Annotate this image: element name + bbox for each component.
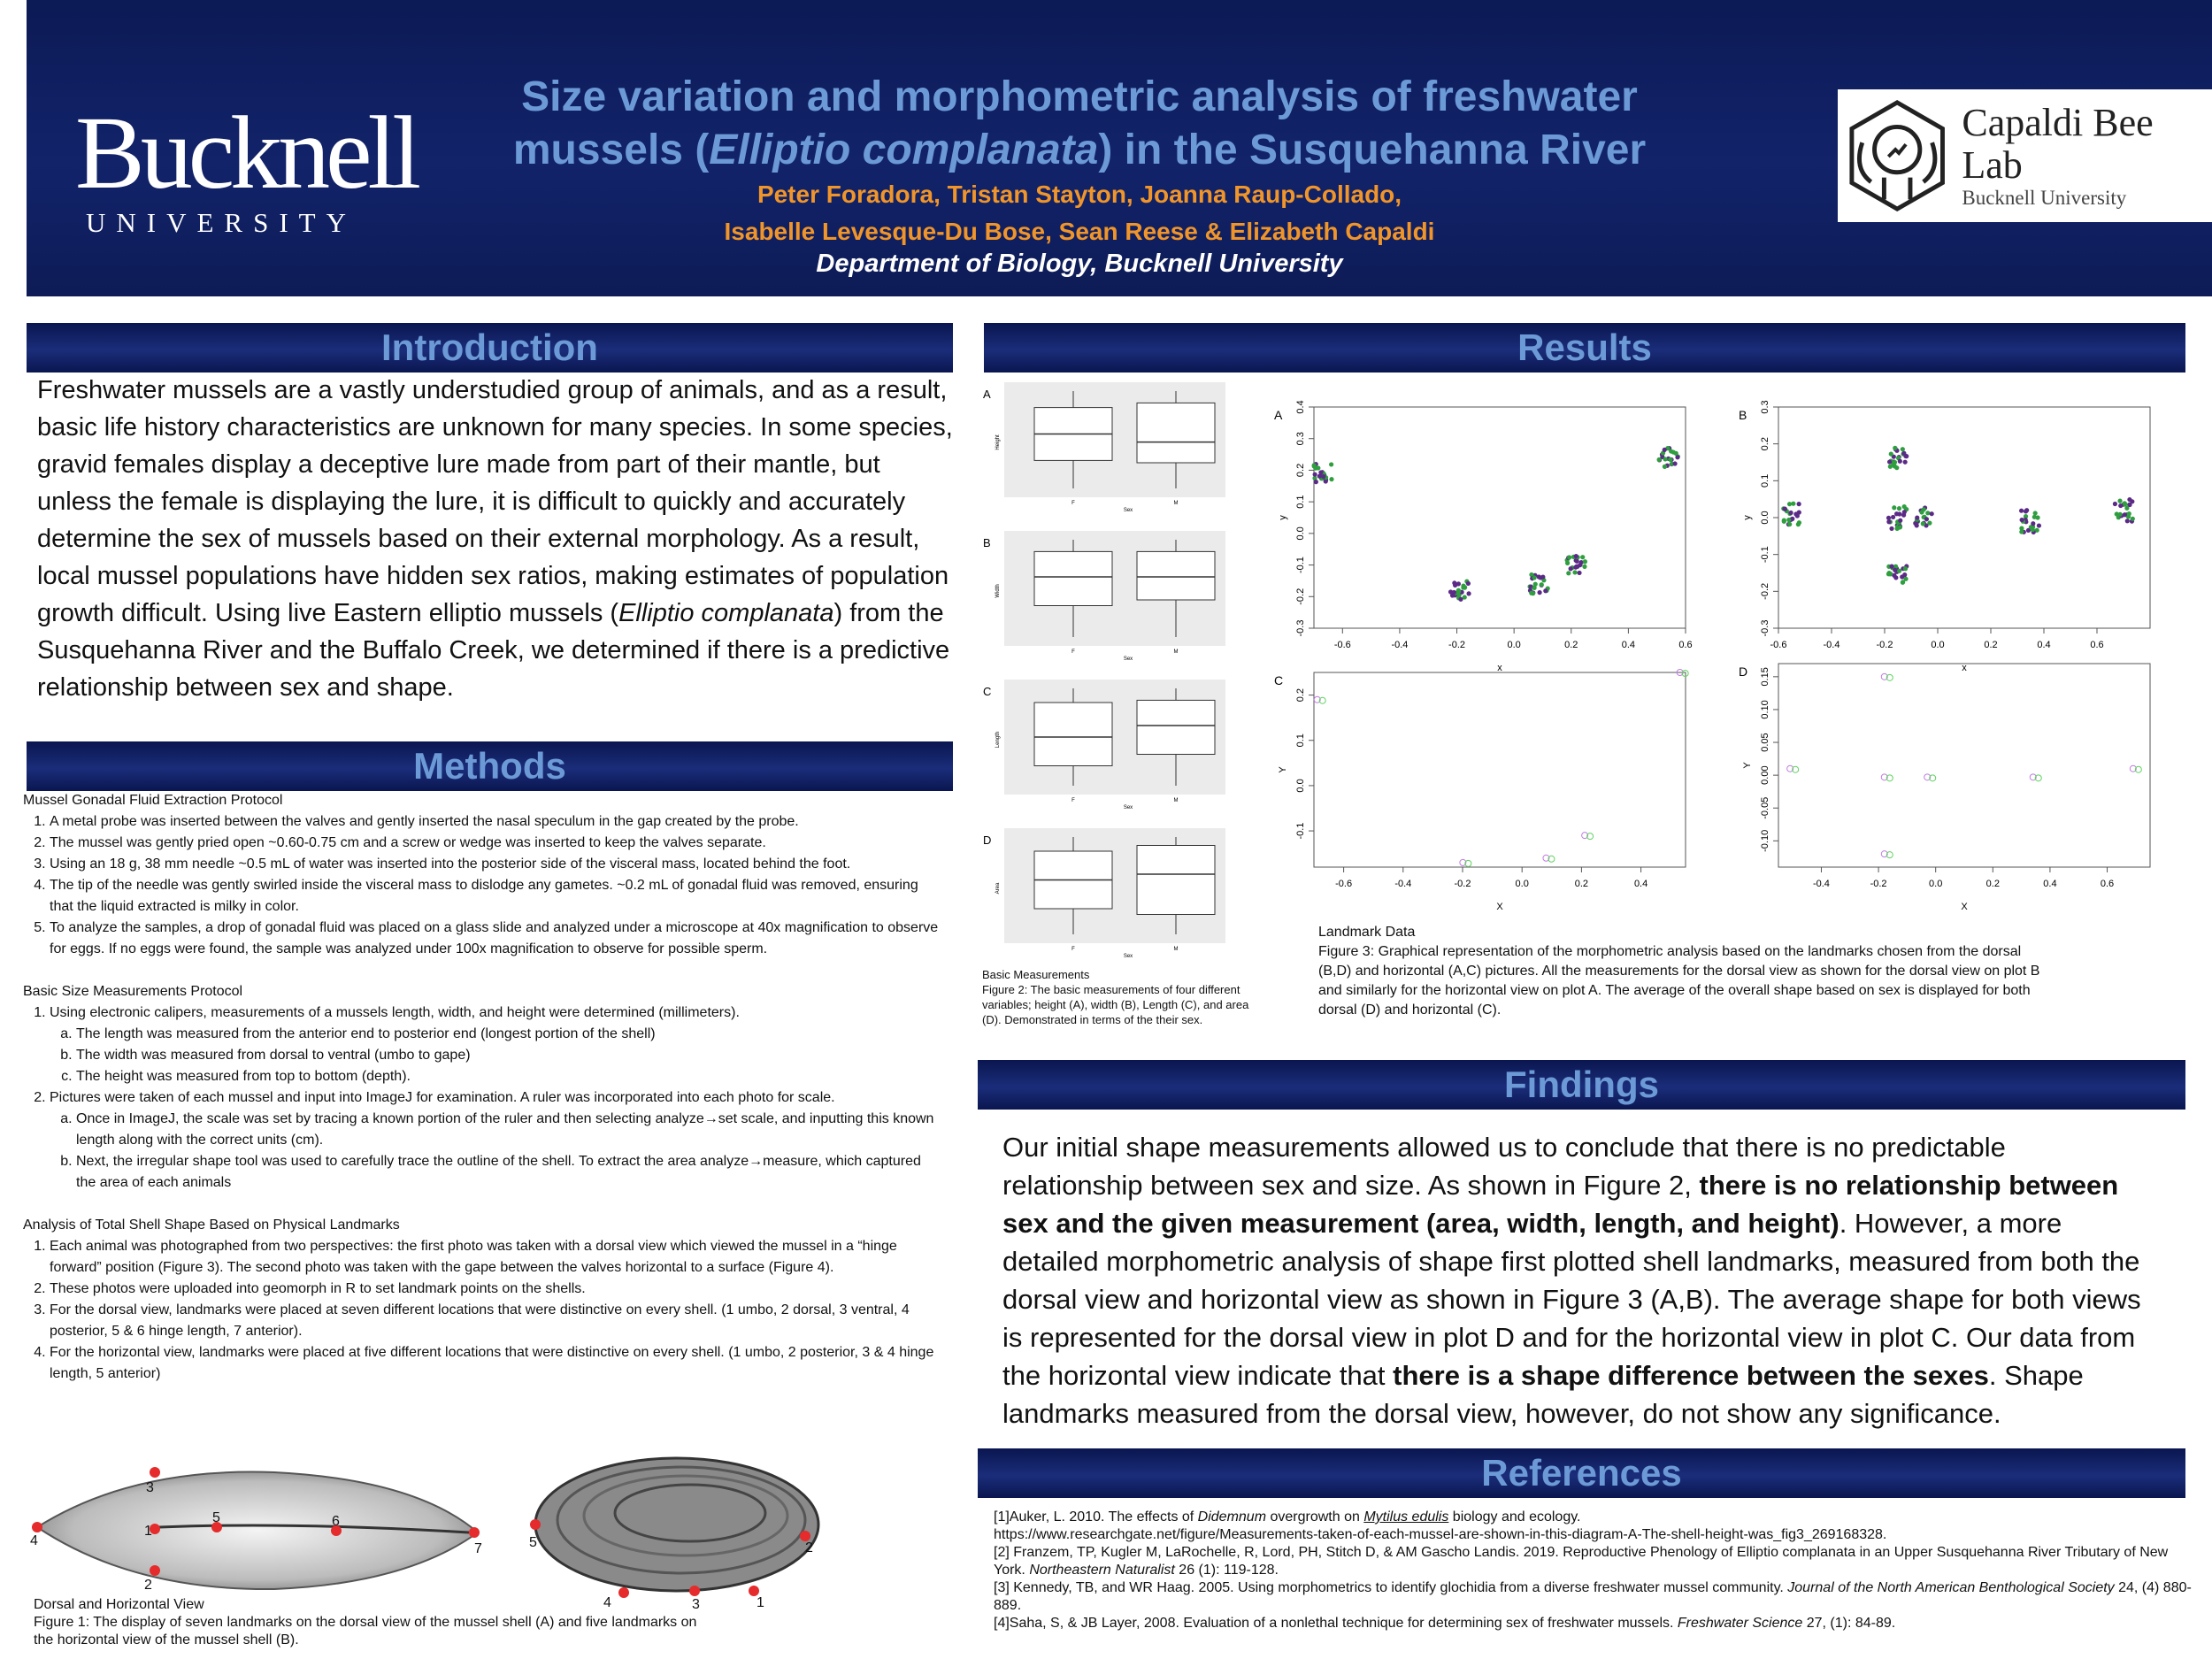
landmark-point [1540,582,1544,587]
landmark-point [2131,517,2135,521]
y-tick-label: 0.15 [1760,667,1770,687]
protocol-3-steps [23,1236,943,1385]
x-axis-label: X [1961,902,1968,912]
landmark-point [2123,512,2127,517]
landmark-point [2037,523,2041,527]
landmark-point [1797,502,1801,506]
boxplot-category: M [1173,798,1179,803]
landmark-point [1889,565,1893,569]
landmark-point [1915,515,1919,519]
plot-frame [1314,407,1686,628]
landmark-point [1663,457,1667,461]
bucknell-logo [75,95,418,239]
boxplot-xlabel: Sex [1123,954,1133,959]
reference-3: [3] Kennedy, TB, and WR Haag. 2005. Using morphometrics to identify glochidia from a diverse freshwater mussel community. Journal of the North American Benthological Society 24, (4) 880-889. [994,1580,2192,1613]
landmark-point [1921,521,1925,526]
y-tick-label: 0.3 [1760,400,1770,414]
landmark-point [1898,518,1902,523]
landmark-point [1532,575,1537,580]
landmark-point [1675,455,1679,459]
plot-frame [1778,407,2150,628]
landmark-point [1894,511,1899,516]
dorsal-landmark-3: 3 [146,1480,154,1495]
y-axis-label: y [1278,515,1288,520]
boxplot-category: M [1173,649,1179,655]
lab-logo [1838,89,2212,222]
references-list [994,1509,2201,1632]
landmark-point [1893,446,1897,450]
landmark-point [1886,516,1891,520]
box [1137,846,1215,915]
landmark-point [1543,588,1548,593]
landmark-point [1788,511,1793,515]
landmark-point [1580,555,1585,559]
protocol-3-title: Analysis of Total Shell Shape Based on Physical Landmarks [23,1217,400,1233]
reference-1: [1]Auker, L. 2010. The effects of Didemnum overgrowth on Mytilus edulis biology and ecology. https://www.researchgate.net/figure/Measurements-taken-of-each-mussel-are-shown-in-this-diagram-A-The-shell-height-was_fig3_269168328. [994,1509,1887,1542]
y-tick-label: 0.0 [1295,526,1306,541]
landmark-point [1889,526,1893,531]
landmark-point [1893,568,1897,572]
university-name: Bucknell [75,95,418,211]
landmark-point [1565,561,1570,565]
figure-2-caption: Basic Measurements Figure 2: The basic measurements of four different variables; height (A), width (B), Length (C), and area (D). Demonstrated in terms of the their sex. [982,968,1249,1026]
protocol-step: a. Once in ImageJ, the scale was set by tracing a known portion of the ruler and then selecting analyze→set scale, and inputting this known length along with the correct units (cm). [76,1109,943,1151]
x-axis-label: x [1962,663,1967,673]
landmark-point [2124,506,2129,511]
landmark-point [1461,583,1465,588]
title-line-2: mussels (Elliptio complanata) in the Susquehanna River [512,127,1647,173]
boxplot-panel-label: C [983,685,992,698]
landmark-point [1321,474,1325,479]
landmark-point [1317,474,1322,479]
references-heading: References [978,1448,2185,1498]
x-tick-label: -0.6 [1333,640,1351,650]
landmark-point [2125,518,2130,523]
landmark-point [1582,565,1586,569]
y-tick-label: -0.3 [1295,619,1306,637]
landmark-point [1567,555,1571,559]
protocol-step: 2. The mussel was gently pried open ~0.60-0.75 cm and a screw or wedge was inserted to keep the valves separate. [50,833,943,854]
box [1137,700,1215,754]
y-tick-label: 0.1 [1295,733,1306,748]
horizontal-landmark-5: 5 [529,1535,537,1550]
landmark-point [1925,511,1930,515]
landmark-point [1329,477,1333,481]
landmark-point [1786,518,1791,522]
landmark-point [1312,463,1317,467]
dorsal-shell-image [27,1460,487,1601]
protocol-step: a. The length was measured from the anterior end to posterior end (longest portion of the shell) [76,1024,943,1045]
y-tick-label: 0.0 [1760,511,1770,525]
landmark-point [1891,515,1895,519]
x-tick-label: 0.4 [2037,640,2051,650]
landmark-point [1453,583,1457,588]
box [1137,551,1215,600]
panel-label: C [1274,673,1284,687]
y-axis-label: y [1742,515,1753,520]
landmark-point [1537,590,1541,595]
y-tick-label: 0.05 [1760,733,1770,752]
landmark-point [2117,499,2122,503]
landmark-point [1903,566,1908,571]
y-tick-label: 0.2 [1295,463,1306,478]
x-tick-label: 0.0 [1929,879,1943,889]
landmark-point [2113,502,2117,506]
x-axis-label: X [1496,902,1503,912]
landmark-point [1901,451,1906,456]
scatter-panel-d [1739,664,2150,912]
landmark-point [1787,522,1792,526]
landmark-point [1672,461,1677,465]
y-tick-label: 0.1 [1760,473,1770,488]
poster-header [27,0,2212,296]
landmark-point [1888,572,1893,576]
horizontal-landmark-2: 2 [805,1540,813,1555]
protocol-step: c. The height was measured from top to bottom (depth). [76,1066,943,1087]
x-tick-label: 0.4 [1621,640,1636,650]
boxplot-category: F [1071,649,1075,655]
x-tick-label: -0.2 [1876,640,1893,650]
x-tick-label: 0.6 [1678,640,1693,650]
y-tick-label: -0.1 [1760,546,1770,564]
landmark-point [1577,571,1581,575]
dorsal-landmark-7: 7 [474,1541,482,1556]
protocol-step: 1. A metal probe was inserted between the valves and gently inserted the nasal speculum in the gap created by the probe. [50,811,943,833]
x-tick-label: -0.4 [1823,640,1840,650]
boxplot-ylabel: Height [995,434,1001,450]
x-tick-label: -0.2 [1454,879,1471,889]
horizontal-landmark-4: 4 [603,1595,611,1609]
lab-name: Capaldi Bee Lab [1962,101,2154,187]
landmark-point [1569,566,1573,571]
protocol-2-steps: 1. Using electronic calipers, measurements of a mussels length, width, and height were determined (millimeters). a. The length was measured from the anterior end to posterior end (longest portion of the shell) b. The width was measured from dorsal to ventral (umbo to gape) c. The height was measured from top to bottom (depth). 2. Pictures were taken of each mussel and input into ImageJ for examination. A ruler was incorporated into each photo for scale. a. Once in ImageJ, the scale was set by tracing a known portion of the ruler and then selecting analyze→set scale, and inputting this known length along with the correct units (cm). b. Next, the irregular shape tool was used to carefully trace the outline of the shell. To extract the area analyze→measure, which captured the area of each animals [23,1002,943,1194]
x-tick-label: -0.2 [1448,640,1466,650]
protocol-step: 4. For the horizontal view, landmarks were placed at five different locations that were distinctive on every shell. (1 umbo, 2 posterior, 3 & 4 hinge length, 5 anterior) [50,1342,943,1385]
landmark-point [1783,507,1787,511]
panel-label: D [1739,664,1748,679]
boxplot-category: M [1173,947,1179,952]
protocol-step: 3. For the dorsal view, landmarks were placed at seven different locations that were distinctive on every shell. (1 umbo, 2 dorsal, 3 ventral, 4 posterior, 5 & 6 hinge length, 7 anterior). [50,1300,943,1342]
protocol-step: b. Next, the irregular shape tool was used to carefully trace the outline of the shell. To extract the area analyze→measure, which captured the area of each animals [76,1151,943,1194]
plot-frame [1778,664,2150,867]
y-tick-label: 0.00 [1760,765,1770,785]
landmark-point [1452,590,1456,595]
landmark-point [1902,572,1907,577]
boxplot-xlabel: Sex [1123,657,1133,662]
x-tick-label: -0.4 [1391,640,1409,650]
landmark-point [2020,518,2024,522]
reference-2: [2] Franzem, TP, Kugler M, LaRochelle, R, Lord, PH, Stitch D, & AM Gascho Landis. 2019. Reproductive Phenology of Elliptio complanata in an Upper Susquehanna River Tributary of New York. Northeastern Naturalist 26 (1): 119-128. [994,1545,2169,1578]
landmark-point [1901,447,1905,451]
scatter-panel-a [1274,400,1693,673]
landmark-point [2127,497,2131,502]
landmark-point [2118,503,2123,508]
landmark-point [1531,591,1535,595]
landmark-point [2035,515,2039,519]
x-tick-label: 0.2 [1564,640,1578,650]
dorsal-landmark-2: 2 [144,1578,152,1593]
x-tick-label: -0.6 [1770,640,1787,650]
landmark-point [1796,522,1801,526]
protocol-step: 4. The tip of the needle was gently swirled inside the visceral mass to dislodge any gametes. ~0.2 mL of gonadal fluid was removed, ensuring that the liquid extracted is milky in color. [50,875,943,918]
box [1034,703,1112,766]
y-tick-label: -0.3 [1760,619,1770,637]
landmark-point [2031,521,2035,526]
scatter-panel-b [1739,400,2150,673]
landmark-point [1898,459,1902,464]
landmark-point [1898,525,1902,529]
landmark-point [1314,480,1318,484]
x-tick-label: 0.2 [1574,879,1589,889]
basic-measurements-boxplots [978,372,1243,973]
landmark-point [1574,554,1578,558]
y-tick-label: -0.2 [1295,588,1306,605]
box [1137,403,1215,463]
x-tick-label: 0.0 [1507,640,1521,650]
introduction-heading: Introduction [27,323,953,373]
y-tick-label: 0.2 [1760,437,1770,451]
horizontal-shell-image [522,1449,823,1609]
horizontal-landmark-1: 1 [757,1595,764,1609]
dorsal-landmark-1: 1 [144,1524,152,1539]
lab-sub: Bucknell University [1962,187,2127,209]
landmark-point [1657,457,1662,462]
plot-frame [1314,672,1686,867]
landmark-point [1886,519,1891,524]
landmark-point [1329,462,1333,466]
poster-title [407,71,1752,177]
landmark-point [1572,570,1577,574]
protocol-step: 3. Using an 18 g, 38 mm needle ~0.5 mL of water was inserted into the posterior side of the visceral mass, located behind the foot. [50,854,943,875]
landmark-point [1930,511,1934,516]
landmark-point [1458,597,1463,602]
x-tick-label: 0.0 [1931,640,1945,650]
protocol-1-title: Mussel Gonadal Fluid Extraction Protocol [23,793,283,808]
landmark-point [1892,505,1896,510]
landmark-point [1566,571,1571,575]
boxplot-ylabel: Area [995,882,1001,895]
y-tick-label: -0.1 [1295,557,1306,574]
landmark-point [1892,573,1896,578]
x-tick-label: 0.4 [1633,879,1648,889]
boxplot-ylabel: Width [995,584,1001,598]
landmark-point [1578,563,1582,567]
x-tick-label: -0.4 [1394,879,1412,889]
boxplot-category: M [1173,501,1179,506]
figure-1-caption: Dorsal and Horizontal View Figure 1: The display of seven landmarks on the dorsal view of the mussel shell (A) and five landmarks on the horizontal view of the mussel shell (B). [34,1597,697,1647]
landmark-point [2019,509,2024,513]
y-axis-label: Y [1742,762,1753,769]
y-tick-label: 0.4 [1295,400,1306,414]
landmark-point [1897,569,1901,573]
landmark-point [1915,523,1919,527]
methods-heading: Methods [27,741,953,791]
boxplot-category: F [1071,501,1075,506]
x-tick-label: 0.2 [1984,640,1998,650]
landmark-point [1466,581,1471,586]
protocol-2-title: Basic Size Measurements Protocol [23,984,243,999]
introduction-text: Freshwater mussels are a vastly understudied group of animals, and as a result, basic life history characteristics are unknown for many species. In some species, gravid females display a deceptive lure made from part of their mantle, but unless the female is displaying the lure, it is difficult to quickly and accurately determine the sex of mussels based on their external morphology. As a result, local mussel populations have hidden sex ratios, making estimates of population growth difficult. Using live Eastern elliptio mussels (Elliptio complanata) from the Susquehanna River and the Buffalo Creek, we determined if there is a predictive relationship between sex and shape. [37,376,953,702]
findings-heading: Findings [978,1060,2185,1110]
landmark-point [2118,512,2123,517]
y-tick-label: -0.2 [1760,582,1770,600]
landmark-point [1903,577,1908,581]
landmark-point [1903,460,1908,465]
landmark-point [1674,451,1678,456]
y-tick-label: 0.1 [1295,495,1306,509]
boxplot-ylabel: Length [995,731,1001,749]
protocol-1-steps [23,811,943,960]
boxplot-category: F [1071,947,1075,952]
x-tick-label: 0.4 [2043,879,2057,889]
landmark-point [1466,591,1471,595]
landmark-point [1663,465,1667,469]
x-tick-label: 0.0 [1515,879,1529,889]
landmark-point [2123,501,2127,505]
landmark-point [2031,527,2035,532]
authors [407,176,1752,250]
y-axis-label: Y [1278,766,1288,773]
y-tick-label: 0.10 [1760,700,1770,719]
landmark-point [1532,586,1537,590]
dorsal-landmark-4: 4 [30,1533,38,1548]
boxplot-category: F [1071,798,1075,803]
figure-3-caption: Landmark Data Figure 3: Graphical representation of the morphometric analysis based on the landmarks chosen from the dorsal (B,D) and horizontal (A,C) pictures. All the measurements for the dorsal view as shown for the dorsal view on plot B and similarly for the horizontal view on plot A. The average of the overall shape based on sex is displayed for both dorsal (D) and horizontal (C). [1318,925,2040,1018]
results-heading: Results [984,323,2185,373]
y-tick-label: 0.3 [1295,432,1306,446]
boxplot-xlabel: Sex [1123,508,1133,513]
landmark-scatter-plots [1265,380,2212,956]
methods-text [23,790,943,1385]
landmark-point [1887,459,1892,464]
x-tick-label: 0.2 [1985,879,2000,889]
landmark-point [1575,559,1579,564]
boxplot-xlabel: Sex [1123,805,1133,810]
protocol-step: b. The width was measured from dorsal to ventral (umbo to gape) [76,1045,943,1066]
x-tick-label: -0.4 [1812,879,1830,889]
x-tick-label: 0.6 [2090,640,2104,650]
x-tick-label: 0.6 [2100,879,2115,889]
landmark-point [1902,510,1907,514]
landmark-point [1668,457,1672,462]
boxplot-panel-label: B [983,536,991,549]
landmark-point [1663,448,1667,452]
landmark-point [1791,502,1795,506]
landmark-point [1924,517,1929,521]
panel-label: A [1274,408,1283,422]
box [1034,551,1112,605]
landmark-point [1922,507,1926,511]
y-tick-label: -0.05 [1760,796,1770,819]
landmark-point [1889,452,1893,457]
landmark-point [2024,508,2029,512]
authors-line-2: Isabelle Levesque-Du Bose, Sean Reese & Elizabeth Capaldi [724,218,1435,245]
bee-hexagon-icon [1845,98,1949,213]
panel-label: B [1739,408,1747,422]
x-tick-label: -0.2 [1870,879,1887,889]
dorsal-landmark-6: 6 [332,1514,340,1529]
landmark-point [1313,472,1317,477]
protocol-step: 5. To analyze the samples, a drop of gonadal fluid was placed on a glass slide and analyzed under a microscope at 40x magnification to observe for eggs. If no eggs were found, the sample was analyzed under 100x magnification to observe for possible sperm. [50,918,943,960]
university-sub: UNIVERSITY [86,207,357,238]
scatter-panel-c [1274,670,1688,913]
landmark-point [1894,465,1899,470]
authors-line-1: Peter Foradora, Tristan Stayton, Joanna Raup-Collado, [757,180,1402,208]
landmark-point [1902,504,1907,509]
landmark-point [1538,575,1542,580]
y-tick-label: -0.1 [1295,822,1306,840]
landmark-point [1782,518,1786,522]
y-tick-label: 0.2 [1295,687,1306,703]
landmark-point [1927,521,1932,526]
landmark-point [1897,506,1901,511]
y-tick-label: -0.10 [1760,829,1770,852]
dorsal-landmark-5: 5 [212,1510,220,1525]
title-line-1: Size variation and morphometric analysis of freshwater [521,73,1638,120]
x-axis-label: x [1497,663,1502,673]
department: Department of Biology, Bucknell University [816,250,1343,278]
boxplot-panel-label: D [983,833,992,847]
reference-4: [4]Saha, S, & JB Layer, 2008. Evaluation of a nonlethal technique for determining sex of freshwater mussels. Freshwater Science 27, (1): 84-89. [994,1616,1896,1631]
protocol-step: 1. Each animal was photographed from two perspectives: the first photo was taken with a dorsal view which viewed the mussel in a “hinge forward” position (Figure 3). The second photo was taken with the gape between the valves horizontal to a surface (Figure 4). [50,1236,943,1279]
horizontal-landmark-3: 3 [692,1597,700,1609]
landmark-point [1583,559,1587,564]
boxplot-panel-label: A [983,388,991,401]
landmark-point [1795,513,1800,518]
landmark-point [2019,529,2024,534]
findings-text: Our initial shape measurements allowed us to conclude that there is no predictable relationship between sex and size. As shown in Figure 2, there is no relationship between sex and the given measurement (area, width, length, and height). However, a more detailed morphometric analysis of shape first plotted shell landmarks, measured from both the dorsal view and horizontal view as shown in Figure 3 (A,B). The average shape for both views is represented for the dorsal view in plot D and for the horizontal view in plot C. Our data from the horizontal view indicate that there is a shape difference between the sexes. Shape landmarks measured from the dorsal view, however, do not show any significance. [1002,1132,2141,1429]
x-tick-label: -0.6 [1335,879,1353,889]
protocol-step: 2. These photos were uploaded into geomorph in R to set landmark points on the shells. [50,1279,943,1300]
y-tick-label: 0.0 [1295,779,1306,793]
landmark-point [2033,511,2038,515]
